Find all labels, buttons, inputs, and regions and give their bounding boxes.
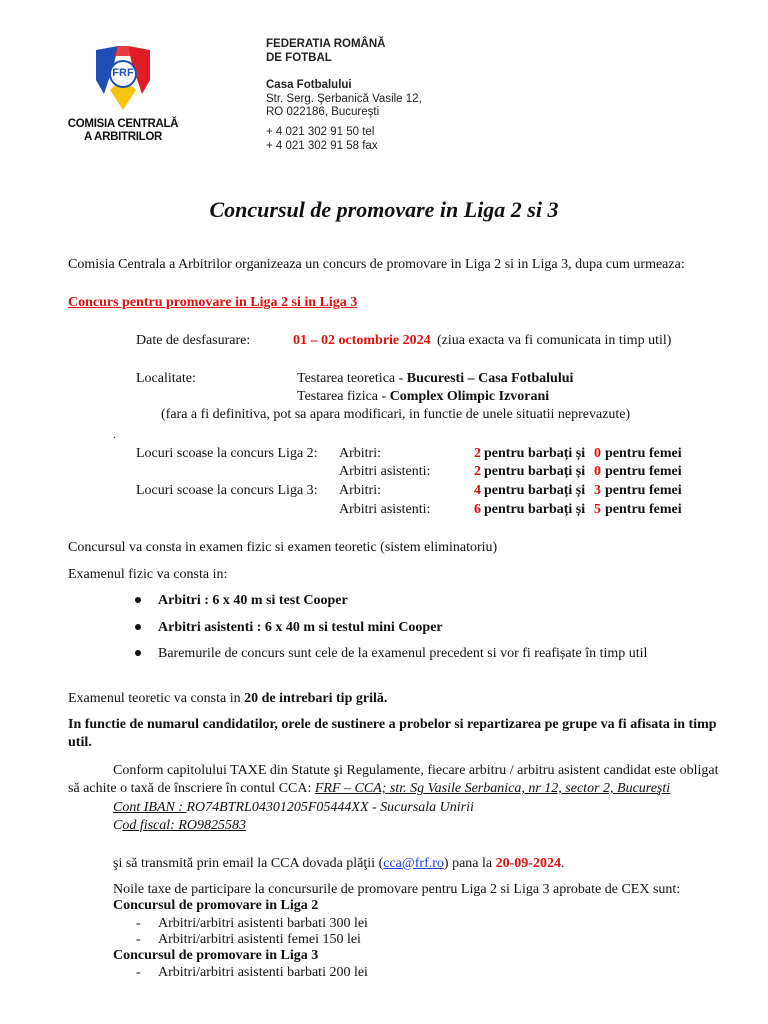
fax: + 4 021 302 91 58 fax [266, 140, 378, 152]
fees-line2-prefix: să achite o taxă de înscriere în contul CCA: [68, 781, 315, 796]
frf-shield-icon [88, 44, 158, 114]
stray-dot: . [113, 427, 116, 441]
email-link[interactable]: cca@frf.ro [383, 856, 444, 871]
logo-org-line1: COMISIA CENTRALĂ [67, 118, 179, 130]
fiscal-code-c: C [113, 818, 123, 833]
places-men-text: pentru barbați și [484, 464, 586, 479]
location-theory-value: Bucuresti – Casa Fotbalului [406, 371, 574, 386]
places-men-text: pentru barbați și [484, 502, 586, 517]
places-women-text: pentru femei [605, 446, 682, 461]
schedule-note-line1: In functie de numarul candidatilor, orele de sustinere a probelor si repartizarea pe grupe va fi afisata in timp [68, 717, 717, 732]
section-heading: Concurs pentru promovare in Liga 2 si in Liga 3 [68, 295, 358, 310]
list-item: Arbitri/arbitri asistenti barbati 200 lei [158, 965, 368, 980]
logo-badge-text: FRF [112, 67, 134, 79]
address-line2: RO 022186, Bucureşti [266, 106, 380, 118]
bullet-icon [135, 650, 141, 656]
logo-org-line2: A ARBITRILOR [84, 131, 162, 143]
fees-line2 [68, 781, 670, 797]
places-women-count: 3 [594, 483, 601, 498]
liga3-fees-heading: Concursul de promovare in Liga 3 [113, 948, 319, 963]
location-theory-prefix: Testarea teoretica - [297, 371, 407, 386]
list-item: Arbitri/arbitri asistenti barbati 300 lei [158, 916, 368, 931]
places-men-count: 4 [474, 483, 481, 498]
places-men-text: pentru barbați și [484, 446, 586, 461]
bullet-icon [135, 624, 141, 630]
places-men-count: 2 [474, 464, 481, 479]
fiscal-code-rest: od fiscal: RO9825583 [122, 818, 246, 833]
house-name: Casa Fotbalului [266, 79, 352, 91]
deadline-date: 20-09-2024 [495, 856, 561, 871]
transmit-line [113, 856, 564, 872]
theory-exam-bold: 20 de intrebari tip grilă. [244, 691, 388, 706]
iban-line [113, 800, 474, 816]
bullet-item: Arbitri asistenti : 6 x 40 m si testul mini Cooper [158, 620, 443, 635]
new-fees-intro: Noile taxe de participare la concursurile de promovare pentru Liga 2 si Liga 3 aprobate de CEX sunt: [113, 882, 681, 897]
places-role: Arbitri: [339, 483, 381, 498]
federation-line2: DE FOTBAL [266, 52, 332, 64]
iban-value: RO74BTRL04301205F05444XX - Sucursala Unirii [186, 800, 474, 815]
list-item: Arbitri/arbitri asistenti femei 150 lei [158, 932, 361, 947]
liga3-places-label: Locuri scoase la concurs Liga 3: [136, 483, 318, 498]
places-role: Arbitri: [339, 446, 381, 461]
frf-logo [88, 44, 158, 114]
physical-exam-intro: Examenul fizic va consta in: [68, 567, 228, 582]
transmit-prefix: şi să transmită prin email la CCA dovada plăţii ( [113, 856, 384, 871]
iban-label: Cont IBAN : [113, 800, 187, 815]
intro-text: Comisia Centrala a Arbitrilor organizeaza un concurs de promovare in Liga 2 si in Liga 3, dupa cum urmeaza: [68, 257, 685, 272]
theory-exam-prefix: Examenul teoretic va consta in [68, 691, 245, 706]
places-men-count: 2 [474, 446, 481, 461]
theory-exam [68, 691, 387, 707]
places-women-text: pentru femei [605, 464, 682, 479]
liga2-fees-heading: Concursul de promovare in Liga 2 [113, 898, 319, 913]
location-physical-prefix: Testarea fizica - [297, 389, 390, 404]
liga2-places-label: Locuri scoase la concurs Liga 2: [136, 446, 318, 461]
list-dash: - [136, 916, 141, 931]
bullet-item: Arbitri : 6 x 40 m si test Cooper [158, 593, 348, 608]
places-women-text: pentru femei [605, 502, 682, 517]
location-physical-value: Complex Olimpic Izvorani [389, 389, 550, 404]
location-label: Localitate: [136, 371, 196, 386]
dates-value: 01 – 02 octombrie 2024 [293, 333, 431, 348]
federation-line1: FEDERATIA ROMÂNĂ [266, 38, 386, 50]
address-line1: Str. Serg. Şerbanică Vasile 12, [266, 93, 422, 105]
places-women-count: 0 [594, 464, 601, 479]
location-theory [297, 371, 573, 387]
schedule-note-line2: util. [68, 735, 92, 750]
phone: + 4 021 302 91 50 tel [266, 126, 375, 138]
transmit-suffix: . [560, 856, 565, 871]
fiscal-code [113, 818, 246, 834]
list-dash: - [136, 932, 141, 947]
places-men-count: 6 [474, 502, 481, 517]
list-dash: - [136, 965, 141, 980]
exam-description: Concursul va consta in examen fizic si examen teoretic (sistem eliminatoriu) [68, 540, 498, 555]
fees-line1: Conform capitolului TAXE din Statute şi Regulamente, fiecare arbitru / arbitru asistent candidat este obligat [113, 763, 719, 778]
places-role: Arbitri asistenti: [339, 502, 431, 517]
places-women-count: 0 [594, 446, 601, 461]
dates-note: (ziua exacta va fi comunicata in timp util) [437, 333, 672, 348]
page-title: Concursul de promovare in Liga 2 si 3 [209, 197, 559, 222]
dates-label: Date de desfasurare: [136, 333, 251, 348]
places-role: Arbitri asistenti: [339, 464, 431, 479]
places-women-count: 5 [594, 502, 601, 517]
places-women-text: pentru femei [605, 483, 682, 498]
fees-account: FRF – CCA; str. Sg Vasile Serbanica, nr 12, sector 2, Bucureşti [314, 781, 671, 796]
location-note: (fara a fi definitiva, pot sa apara modificari, in functie de unele situatii neprevazute) [161, 407, 631, 422]
bullet-item: Baremurile de concurs sunt cele de la examenul precedent si vor fi reafișate în timp util [158, 646, 648, 661]
bullet-icon [135, 597, 141, 603]
transmit-middle: ) pana la [443, 856, 496, 871]
location-physical [297, 389, 549, 405]
places-men-text: pentru barbați și [484, 483, 586, 498]
